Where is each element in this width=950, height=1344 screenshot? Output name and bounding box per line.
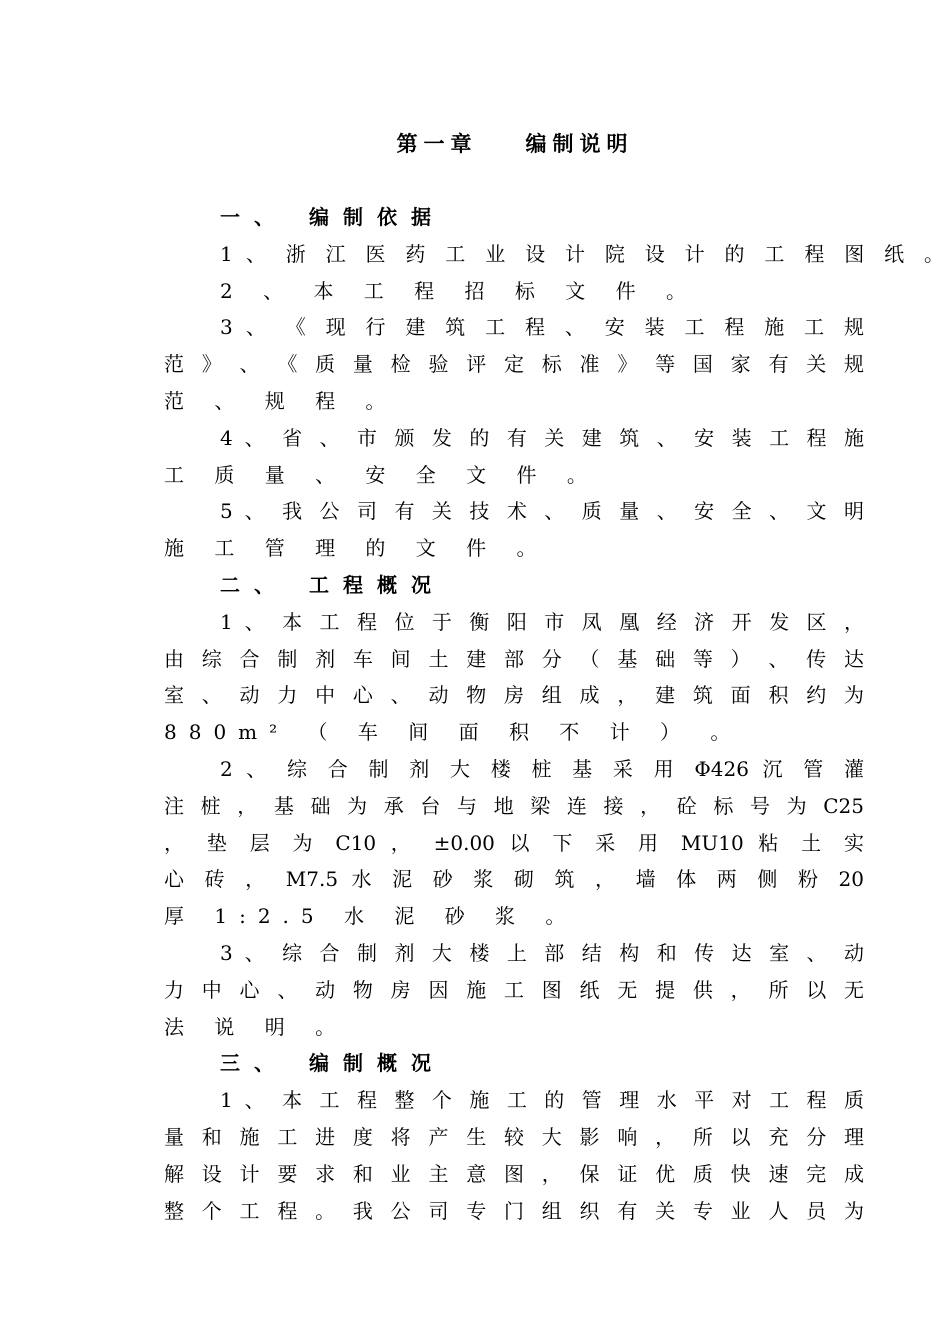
section-heading: 三、 编制概况 (220, 1051, 445, 1076)
paragraph-line: 力 中 心 、 动 物 房 因 施 工 图 纸 无 提 供 ， 所 以 无 (164, 977, 864, 1002)
paragraph-line: 心 砖 ， M7.5 水 泥 砂 浆 砌 筑 ， 墙 体 两 侧 粉 20 (164, 867, 864, 892)
paragraph-line: 范 》 、 《 质 量 检 验 评 定 标 准 》 等 国 家 有 关 规 (164, 352, 864, 377)
paragraph-line: 量 和 施 工 进 度 将 产 生 较 大 影 响 ， 所 以 充 分 理 (164, 1124, 864, 1149)
paragraph-line: 1 、 本 工 程 整 个 施 工 的 管 理 水 平 对 工 程 质 (220, 1088, 864, 1113)
paragraph-line: 施 工 管 理 的 文 件 。 (164, 536, 549, 561)
chapter-title (0, 128, 950, 158)
paragraph-line: 5 、 我 公 司 有 关 技 术 、 质 量 、 安 全 、 文 明 (220, 499, 864, 524)
paragraph-line: 2 、 本 工 程 招 标 文 件 。 (220, 278, 698, 303)
paragraph-line: 1 、 浙 江 医 药 工 业 设 计 院 设 计 的 工 程 图 纸 。 (220, 241, 944, 266)
paragraph-line: 880m² （ 车 间 面 积 不 计 ） 。 (164, 720, 743, 745)
paragraph-line: 整 个 工 程 。 我 公 司 专 门 组 织 有 关 专 业 人 员 为 (164, 1198, 864, 1223)
section-heading: 一、 编制依据 (220, 205, 445, 229)
paragraph-line: 厚 1:2.5 水 泥 砂 浆 。 (164, 904, 578, 929)
paragraph-line: 范 、 规 程 。 (164, 388, 398, 413)
section-heading: 二、 工程概况 (220, 572, 445, 597)
paragraph-line: 室 、 动 力 中 心 、 动 物 房 组 成 ， 建 筑 面 积 约 为 (164, 683, 864, 708)
paragraph-line: ， 垫 层 为 C10 ， ±0.00 以 下 采 用 MU10 粘 土 实 (164, 830, 864, 855)
paragraph-line: 工 质 量 、 安 全 文 件 。 (164, 462, 599, 487)
paragraph-line: 2 、 综 合 制 剂 大 楼 桩 基 采 用 Φ426 沉 管 灌 (220, 756, 864, 781)
paragraph-line: 法 说 明 。 (164, 1014, 348, 1039)
document-body (164, 199, 944, 1229)
paragraph-line: 4 、 省 、 市 颁 发 的 有 关 建 筑 、 安 装 工 程 施 (220, 425, 864, 450)
chapter-number: 第一章 (396, 132, 478, 156)
paragraph-line: 1 、 本 工 程 位 于 衡 阳 市 凤 凰 经 济 开 发 区 ， (220, 609, 864, 634)
paragraph-line: 解 设 计 要 求 和 业 主 意 图 ， 保 证 优 质 快 速 完 成 (164, 1161, 864, 1186)
paragraph-line: 注 桩 ， 基 础 为 承 台 与 地 梁 连 接 ， 砼 标 号 为 C25 (164, 793, 864, 818)
chapter-heading: 编制说明 (525, 132, 634, 156)
paragraph-line: 由 综 合 制 剂 车 间 土 建 部 分 （ 基 础 等 ） 、 传 达 (164, 646, 864, 671)
paragraph-line: 3 、 《 现 行 建 筑 工 程 、 安 装 工 程 施 工 规 (220, 315, 864, 340)
paragraph-line: 3 、 综 合 制 剂 大 楼 上 部 结 构 和 传 达 室 、 动 (220, 940, 864, 965)
